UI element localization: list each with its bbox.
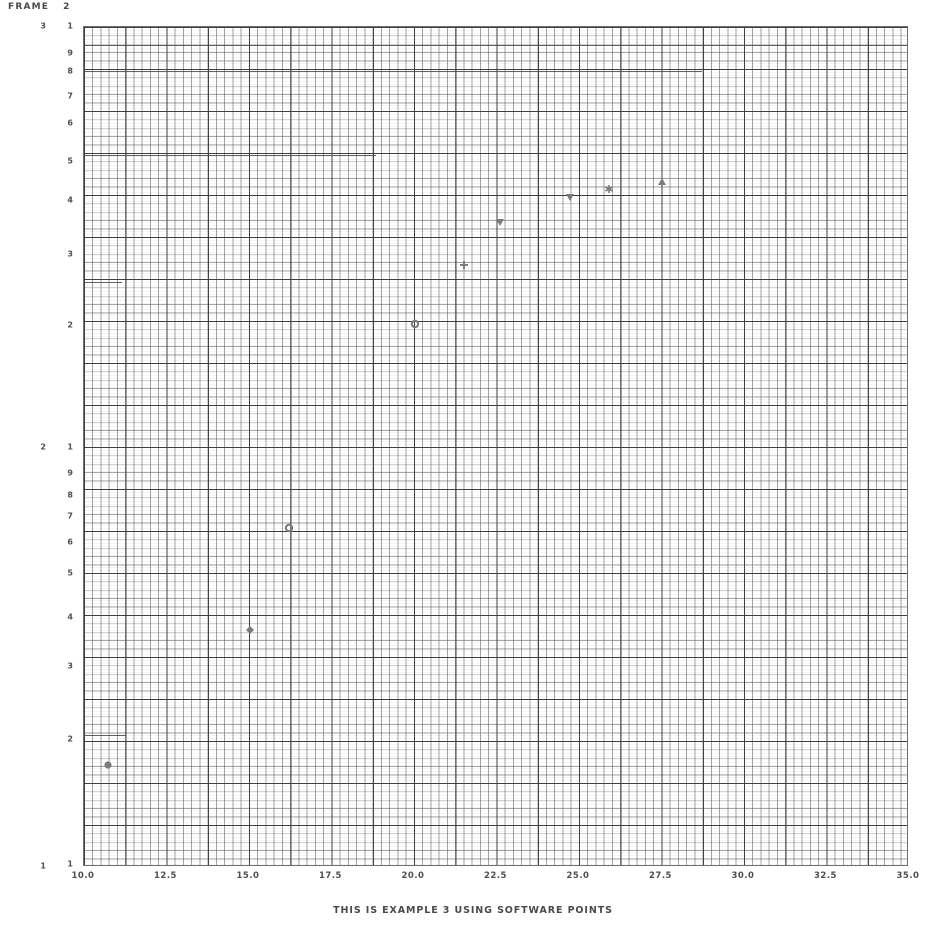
data-point-marker xyxy=(604,184,613,193)
y-decade-label: 2 xyxy=(40,442,46,452)
x-tick-label: 20.0 xyxy=(401,871,425,881)
scan-streak xyxy=(84,155,376,156)
scan-streak xyxy=(84,573,117,574)
data-point-marker xyxy=(103,760,112,769)
x-tick-label: 17.5 xyxy=(319,871,342,881)
x-tick-label: 32.5 xyxy=(814,871,837,881)
y-minor-label: 6 xyxy=(67,537,73,547)
x-tick-label: 22.5 xyxy=(484,871,507,881)
data-point-marker xyxy=(565,192,574,201)
x-tick-label: 25.0 xyxy=(566,871,590,881)
data-point-marker xyxy=(657,177,666,186)
y-decade-label: 3 xyxy=(40,21,46,31)
grid-major xyxy=(84,27,907,865)
data-point-marker xyxy=(459,260,468,269)
y-minor-label: 2 xyxy=(67,734,73,744)
data-point-marker xyxy=(495,217,504,226)
y-minor-label: 7 xyxy=(67,511,73,521)
y-minor-label: 5 xyxy=(67,568,73,578)
x-tick-label: 12.5 xyxy=(154,871,177,881)
y-minor-label: 4 xyxy=(67,612,73,622)
y-minor-label: 5 xyxy=(67,156,73,166)
y-minor-label: 9 xyxy=(67,48,73,58)
scan-streak xyxy=(84,282,122,283)
plot-area xyxy=(83,26,908,866)
plot-wrapper xyxy=(40,21,920,881)
x-tick-label: 15.0 xyxy=(236,871,260,881)
frame-label-text: FRAME xyxy=(8,2,50,12)
y-minor-label: 6 xyxy=(67,118,73,128)
scan-streak xyxy=(84,71,702,72)
y-minor-label: 1 xyxy=(67,859,73,869)
y-minor-label: 8 xyxy=(67,490,73,500)
y-minor-label: 3 xyxy=(67,249,73,259)
y-minor-label: 4 xyxy=(67,195,73,205)
x-tick-label: 35.0 xyxy=(896,871,920,881)
y-minor-label: 7 xyxy=(67,91,73,101)
chart-caption: THIS IS EXAMPLE 3 USING SOFTWARE POINTS xyxy=(333,905,613,916)
scan-streak xyxy=(84,735,126,736)
data-point-marker xyxy=(245,625,254,634)
y-minor-label: 8 xyxy=(67,66,73,76)
y-minor-label: 1 xyxy=(67,442,73,452)
frame-label xyxy=(8,2,71,12)
x-tick-label: 10.0 xyxy=(71,871,95,881)
y-minor-label: 9 xyxy=(67,468,73,478)
y-decade-label: 1 xyxy=(40,861,46,871)
data-point-marker xyxy=(410,319,419,328)
y-minor-label: 2 xyxy=(67,320,73,330)
frame-number: 2 xyxy=(63,2,71,12)
y-minor-label: 3 xyxy=(67,661,73,671)
y-minor-label: 1 xyxy=(67,21,73,31)
scan-streak xyxy=(84,45,908,46)
x-tick-label: 30.0 xyxy=(731,871,755,881)
data-point-marker xyxy=(284,523,293,532)
x-tick-label: 27.5 xyxy=(649,871,672,881)
